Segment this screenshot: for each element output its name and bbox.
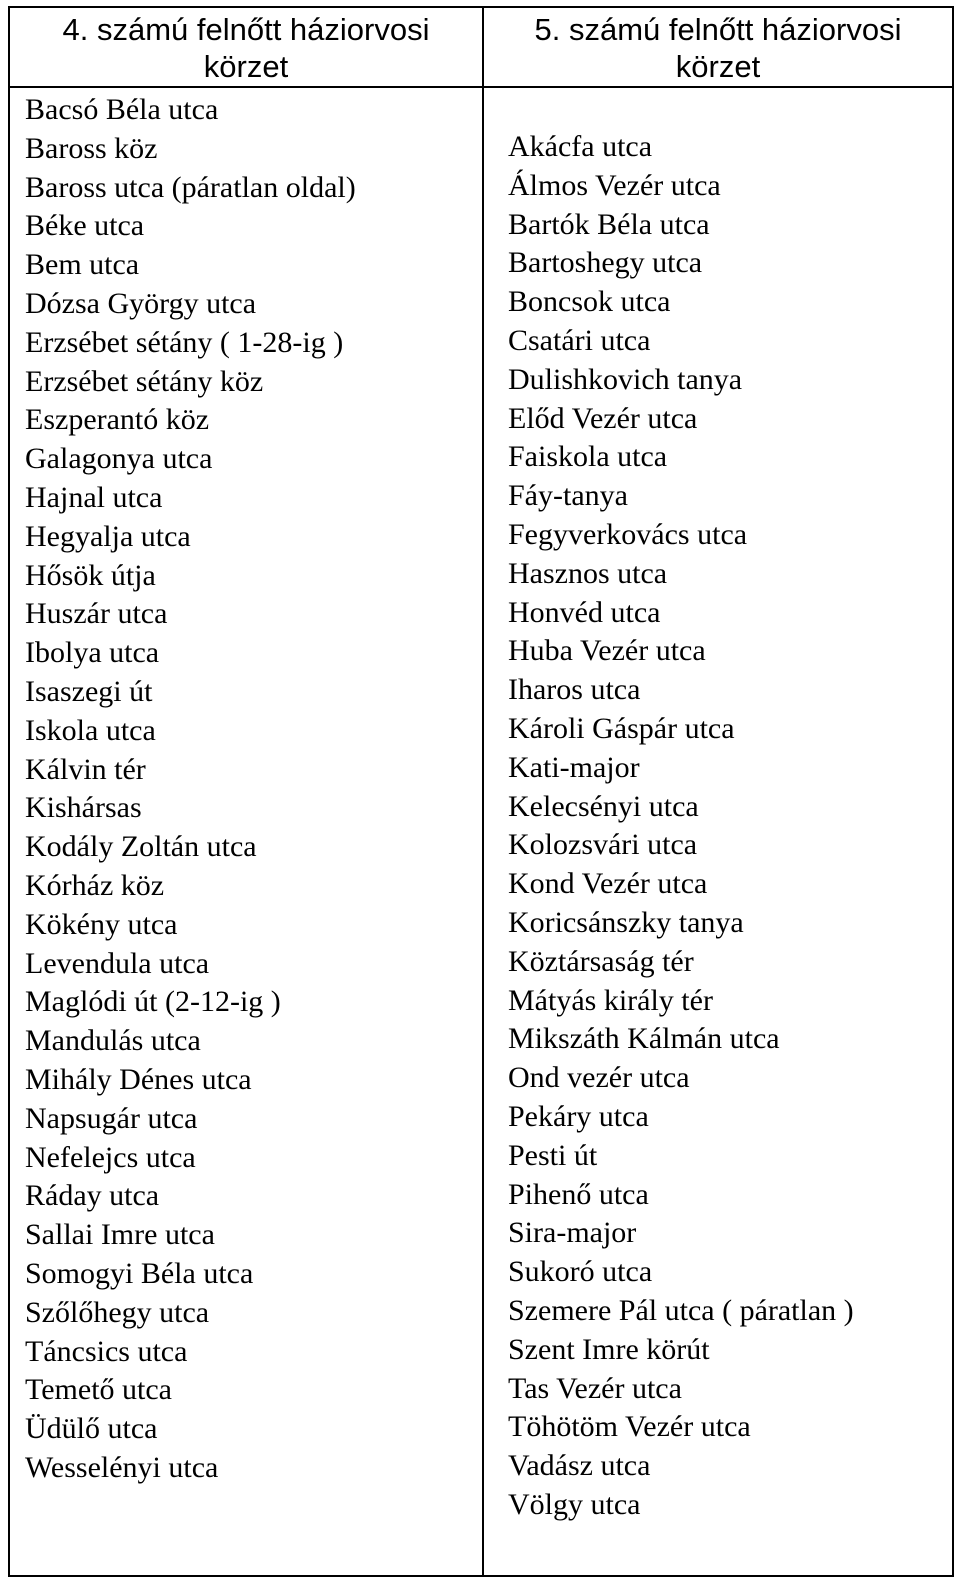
street-item: Csatári utca xyxy=(508,323,651,357)
district-5-column xyxy=(484,8,952,1575)
street-item: Mihály Dénes utca xyxy=(25,1062,252,1096)
district-4-header xyxy=(10,8,482,88)
street-item: Kati-major xyxy=(508,750,640,784)
street-item: Erzsébet sétány köz xyxy=(25,364,264,398)
street-item: Somogyi Béla utca xyxy=(25,1256,254,1290)
street-item: Baross köz xyxy=(25,131,158,165)
district-4-column xyxy=(10,8,484,1575)
street-item: Szent Imre körút xyxy=(508,1332,710,1366)
street-item: Bartók Béla utca xyxy=(508,207,710,241)
street-item: Sukoró utca xyxy=(508,1255,653,1289)
street-item: Galagonya utca xyxy=(25,442,213,476)
street-item: Pekáry utca xyxy=(508,1099,649,1133)
street-item: Szemere Pál utca ( páratlan ) xyxy=(508,1293,854,1327)
street-item: Tas Vezér utca xyxy=(508,1371,682,1405)
street-item: Temető utca xyxy=(25,1373,172,1407)
street-item: Ond vezér utca xyxy=(508,1061,690,1095)
street-item: Mátyás király tér xyxy=(508,983,713,1017)
street-item: Fegyverkovács utca xyxy=(508,517,748,551)
district-5-street-list xyxy=(484,128,952,1525)
street-item: Levendula utca xyxy=(25,946,210,980)
street-item: Kishársas xyxy=(25,791,142,825)
street-item: Huszár utca xyxy=(25,597,168,631)
street-item: Köztársaság tér xyxy=(508,944,694,978)
district-5-title-line2: körzet xyxy=(675,49,761,84)
street-item: Völgy utca xyxy=(508,1487,641,1521)
street-item: Baross utca (páratlan oldal) xyxy=(25,170,356,204)
street-item: Boncsok utca xyxy=(508,285,671,319)
street-item: Iharos utca xyxy=(508,673,641,707)
street-item: Kolozsvári utca xyxy=(508,828,698,862)
street-item: Előd Vezér utca xyxy=(508,401,698,435)
street-item: Isaszegi út xyxy=(25,674,153,708)
street-item: Erzsébet sétány ( 1-28-ig ) xyxy=(25,325,344,359)
street-item: Pesti út xyxy=(508,1138,598,1172)
district-4-street-list xyxy=(10,91,482,1488)
street-item: Dulishkovich tanya xyxy=(508,362,743,396)
street-item: Kodály Zoltán utca xyxy=(25,830,257,864)
district-5-header xyxy=(484,8,952,88)
street-item: Sallai Imre utca xyxy=(25,1218,215,1252)
street-item: Wesselényi utca xyxy=(25,1450,219,1484)
street-item: Kálvin tér xyxy=(25,752,146,786)
street-item: Kelecsényi utca xyxy=(508,789,699,823)
street-item: Iskola utca xyxy=(25,713,156,747)
street-item: Ibolya utca xyxy=(25,636,160,670)
district-5-title xyxy=(484,8,952,85)
street-item: Károli Gáspár utca xyxy=(508,711,735,745)
street-item: Akácfa utca xyxy=(508,130,653,163)
district-4-title-line2: körzet xyxy=(203,49,289,84)
street-item: Bartoshegy utca xyxy=(508,246,703,280)
street-item: Pihenő utca xyxy=(508,1177,649,1211)
street-item: Béke utca xyxy=(25,209,145,243)
street-item: Koricsánszky tanya xyxy=(508,905,744,939)
street-item: Faiskola utca xyxy=(508,440,668,474)
street-item: Álmos Vezér utca xyxy=(508,168,721,202)
street-item: Maglódi út (2-12-ig ) xyxy=(25,985,281,1019)
street-item: Töhötöm Vezér utca xyxy=(508,1410,751,1444)
street-item: Mikszáth Kálmán utca xyxy=(508,1022,780,1056)
street-item: Vadász utca xyxy=(508,1449,651,1483)
street-item: Kökény utca xyxy=(25,907,178,941)
street-item: Bem utca xyxy=(25,248,140,282)
street-item: Táncsics utca xyxy=(25,1334,188,1368)
street-item: Kond Vezér utca xyxy=(508,867,708,901)
street-item: Szőlőhegy utca xyxy=(25,1295,210,1329)
street-item: Huba Vezér utca xyxy=(508,634,706,668)
street-item: Napsugár utca xyxy=(25,1101,198,1135)
street-item: Hegyalja utca xyxy=(25,519,191,553)
street-item: Üdülő utca xyxy=(25,1412,158,1446)
street-item: Mandulás utca xyxy=(25,1024,201,1058)
street-item: Hajnal utca xyxy=(25,480,163,514)
street-item: Fáy-tanya xyxy=(508,479,628,513)
street-item: Eszperantó köz xyxy=(25,403,210,437)
district-table xyxy=(8,6,954,1577)
street-item: Kórház köz xyxy=(25,868,165,902)
street-item: Ráday utca xyxy=(25,1179,160,1213)
district-4-title-line1: 4. számú felnőtt háziorvosi xyxy=(62,12,430,47)
street-item: Hasznos utca xyxy=(508,556,668,590)
street-item: Bacsó Béla utca xyxy=(25,93,219,126)
street-item: Hősök útja xyxy=(25,558,156,592)
street-item: Sira-major xyxy=(508,1216,637,1250)
street-item: Nefelejcs utca xyxy=(25,1140,196,1174)
street-item: Dózsa György utca xyxy=(25,286,257,320)
district-5-title-line1: 5. számú felnőtt háziorvosi xyxy=(534,12,902,47)
district-4-title xyxy=(10,8,482,85)
street-item: Honvéd utca xyxy=(508,595,661,629)
